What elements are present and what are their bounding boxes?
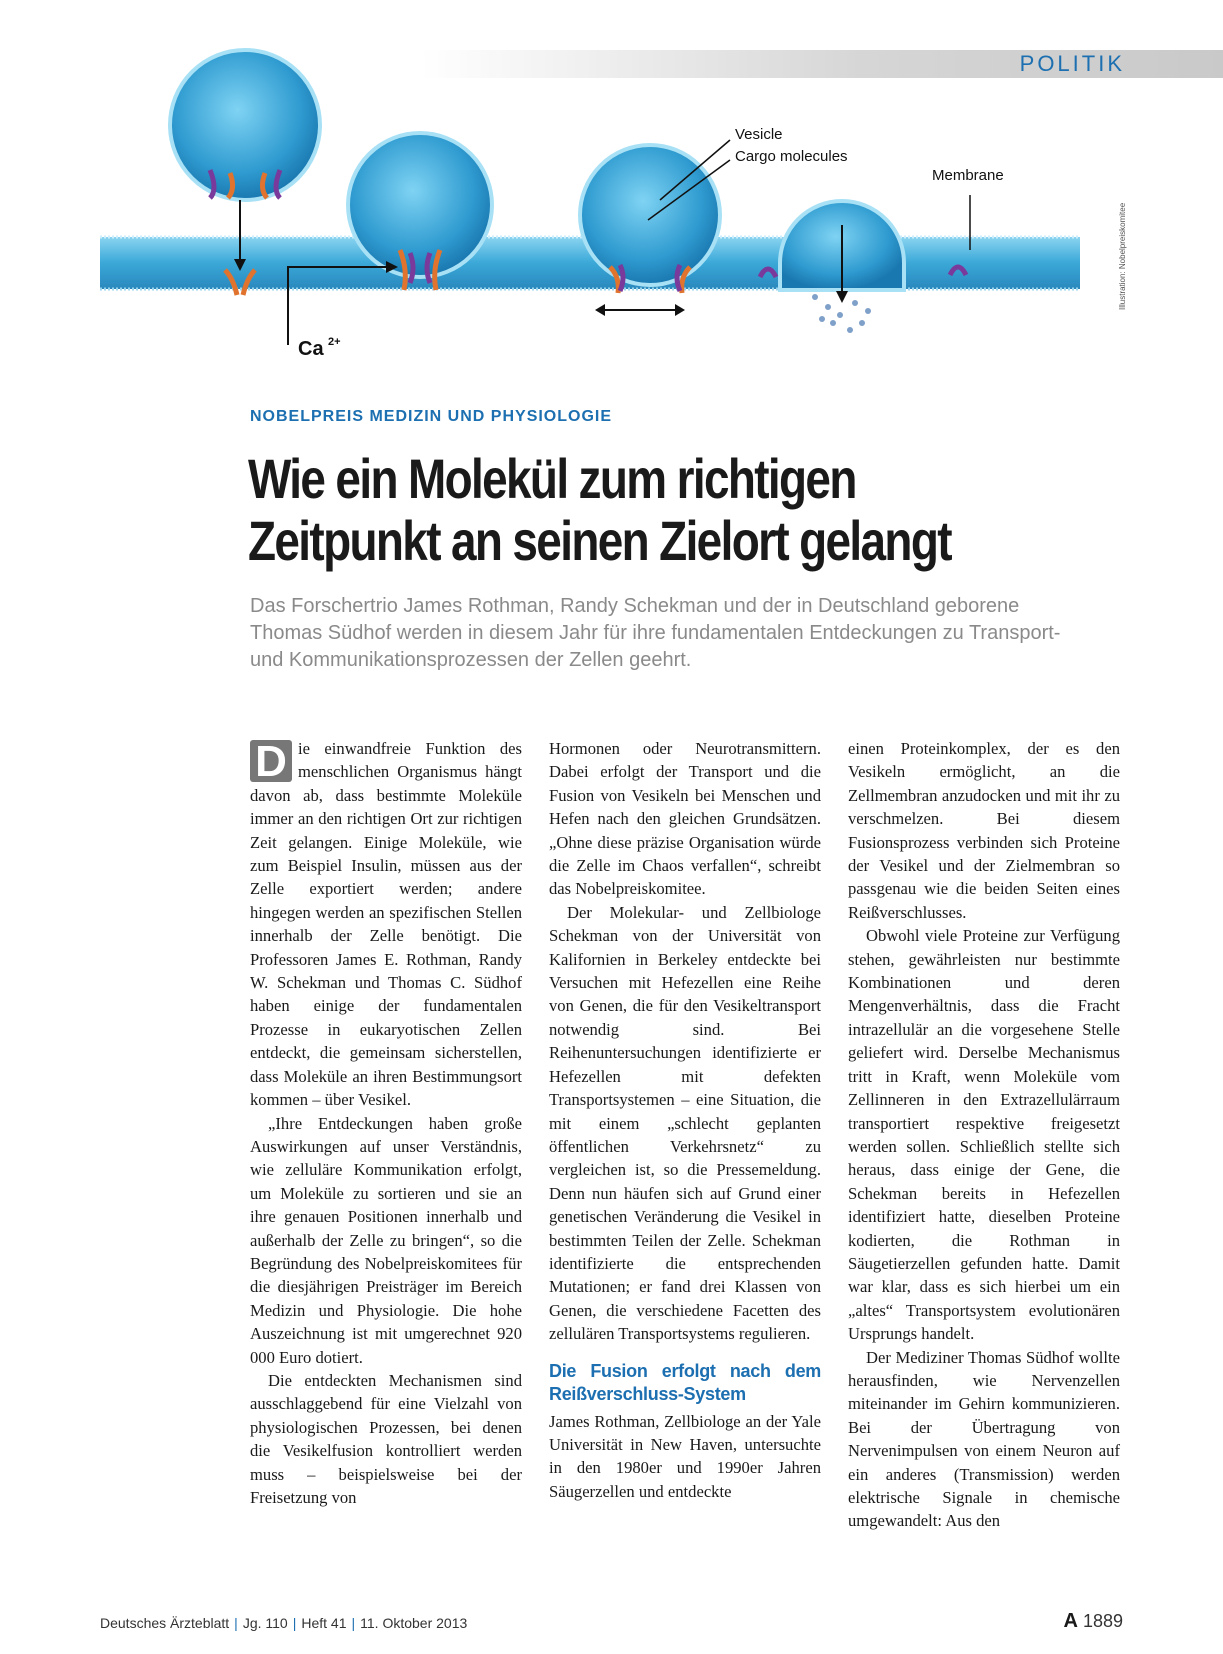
footer: Deutsches Ärzteblatt | Jg. 110 | Heft 41 | 11. Oktober 2013 — [100, 1615, 468, 1631]
body-paragraph: „Ihre Entdeckungen haben große Auswirkungen auf unser Verständnis, wie zelluläre Kommunikation erfolgt, um Moleküle zu sortieren und sie an ihre genauen Positionen innerhalb und außerhalb der Zelle zu bringen“, so die Begründung des Nobelpreiskomitees für die diesjährigen Preisträger im Bereich Medizin und Physiologie. Die hohe Auszeichnung ist mit umgerechnet 920 000 Euro dotiert. — [250, 1113, 522, 1367]
body-paragraph: D ie einwandfreie Funktion des menschlichen Organismus hängt davon ab, dass bestimmte Moleküle immer an den richtigen Ort zur richtigen Zeit gelangen. Einige Moleküle, wie zum Beispiel Insulin, müssen aus der Zelle exportiert werden; andere hingegen werden an spezifischen Stellen innerhalb der Zelle benötigt. Die Professoren James E. Rothman, Randy W. Schekman und Thomas C. Südhof haben einige der fundamentalen Prozesse in eukaryotischen Zellen entdeckt, die gemeinsam sicherstellen, dass Moleküle an ihren Bestimmungsort kommen – über Vesikel. — [250, 737, 522, 1110]
body-column-2 — [549, 737, 821, 1503]
lead-paragraph: Das Forschertrio James Rothman, Randy Schekman und der in Deutschland geborene Thomas Südhof werden in diesem Jahr für ihre fundamentalen Entdeckungen zu Transport- und Kommunikationsprozessen der Zellen geehrt. — [250, 595, 1061, 671]
illustration-credit: Illustration: Nobelpreiskomitee — [1118, 202, 1127, 310]
subheading: Die Fusion erfolgt nach dem Reißverschluss-System — [549, 1360, 821, 1404]
body-paragraph: Die entdeckten Mechanismen sind ausschlaggebend für eine Vielzahl von physiologischen Prozessen, bei denen die Vesikelfusion kontrolliert werden muss – beispielsweise bei der Freisetzung von — [250, 1370, 522, 1507]
vesicle-label: Vesicle — [735, 126, 783, 143]
section-label: POLITIK — [1019, 51, 1125, 76]
headline-line-1: Wie ein Molekül zum richtigen — [248, 447, 856, 510]
membrane-label: Membrane — [932, 167, 1004, 184]
body-paragraph: einen Proteinkomplex, der es den Vesikeln ermöglicht, an die Zellmembran anzudocken und mit ihr zu verschmelzen. Bei diesem Fusionsprozess verbinden sich Proteine der Vesikel und der Zielmembran so passgenau wie die beiden Seiten eines Reißverschlusses. — [848, 739, 1120, 922]
calcium-superscript: 2+ — [328, 336, 341, 348]
vesicle-1 — [170, 50, 320, 200]
body-paragraph: James Rothman, Zellbiologe an der Yale Universität in New Haven, untersuchte in den 1980er und 1990er Jahren Säugerzellen und entdeckte — [549, 1411, 821, 1501]
cargo-label: Cargo molecules — [735, 148, 848, 165]
body-column-1 — [250, 737, 522, 1509]
body-paragraph: Obwohl viele Proteine zur Verfügung stehen, gewährleisten nur bestimmte Kombinationen und deren Mengenverhältnis, dass die Fracht intrazellulär an die vorgesehene Stelle geliefert wird. Derselbe Mechanismus tritt in Kraft, wenn Moleküle vom Zellinneren in den Extrazellulärraum transportiert respektive freigesetzt werden sollen. Schließlich stellte sich heraus, dass einige der Gene, die Schekman bereits in Hefezellen identifiziert hatte, dieselben Proteine kodierten, die Rothman in Säugetierzellen gefunden hatte. Damit war klar, dass es sich hierbei um ein „altes“ Transportsystem evolutionären Ursprungs handelt. — [848, 926, 1120, 1344]
footer-issue: Heft 41 — [301, 1615, 347, 1631]
headline — [248, 448, 970, 572]
page-prefix: A — [1063, 1610, 1078, 1632]
page-number: A 1889 — [1063, 1610, 1123, 1632]
body-paragraph: Der Mediziner Thomas Südhof wollte herausfinden, wie Nervenzellen miteinander im Gehirn kommunizieren. Bei der Übertragung von Nervenimpulsen von einem Neuron auf ein anderes (Transmission) werden elektrische Signale in chemische umgewandelt: Aus den — [848, 1347, 1120, 1531]
body-column-3 — [848, 737, 1120, 1533]
vesicle-fusion-illustration — [100, 45, 1130, 390]
body-paragraph: Der Molekular- und Zellbiologe Schekman von der Universität von Kalifornien in Berkeley entdeckte bei Versuchen mit Hefezellen eine Reihe von Genen, die für den Vesikeltransport notwendig sind. Bei Reihenuntersuchungen identifizierte er Hefezellen mit defekten Transportsystemen – eine Situation, die mit einem „schlecht geplanten öffentlichen Verkehrsnetz“ zu vergleichen ist, so die Pressemeldung. Denn nun häufen sich auf Grund einer genetischen Veränderung die Vesikel in bestimmten Teilen der Zelle. Schekman identifizierte die entsprechenden Mutationen; er fand drei Klassen von Genen, die verschiedene Facetten des zellulären Transportsystems regulieren. — [549, 902, 821, 1344]
dropcap: D — [250, 740, 292, 782]
kicker: NOBELPREIS MEDIZIN UND PHYSIOLOGIE — [250, 408, 613, 425]
body-paragraph: Hormonen oder Neurotransmittern. Dabei erfolgt der Transport und die Fusion von Vesikeln bei Menschen und Hefen nach den gleichen Grundsätzen. „Ohne diese präzise Organisation würde die Zelle im Chaos verfallen“, schreibt das Nobelpreiskomitee. — [549, 739, 821, 899]
footer-journal: Deutsches Ärzteblatt — [100, 1615, 230, 1631]
headline-line-2: Zeitpunkt an seinen Zielort gelangt — [248, 509, 951, 572]
calcium-label: Ca — [298, 338, 324, 360]
footer-date: 11. Oktober 2013 — [360, 1615, 468, 1631]
footer-volume: Jg. 110 — [242, 1615, 288, 1631]
